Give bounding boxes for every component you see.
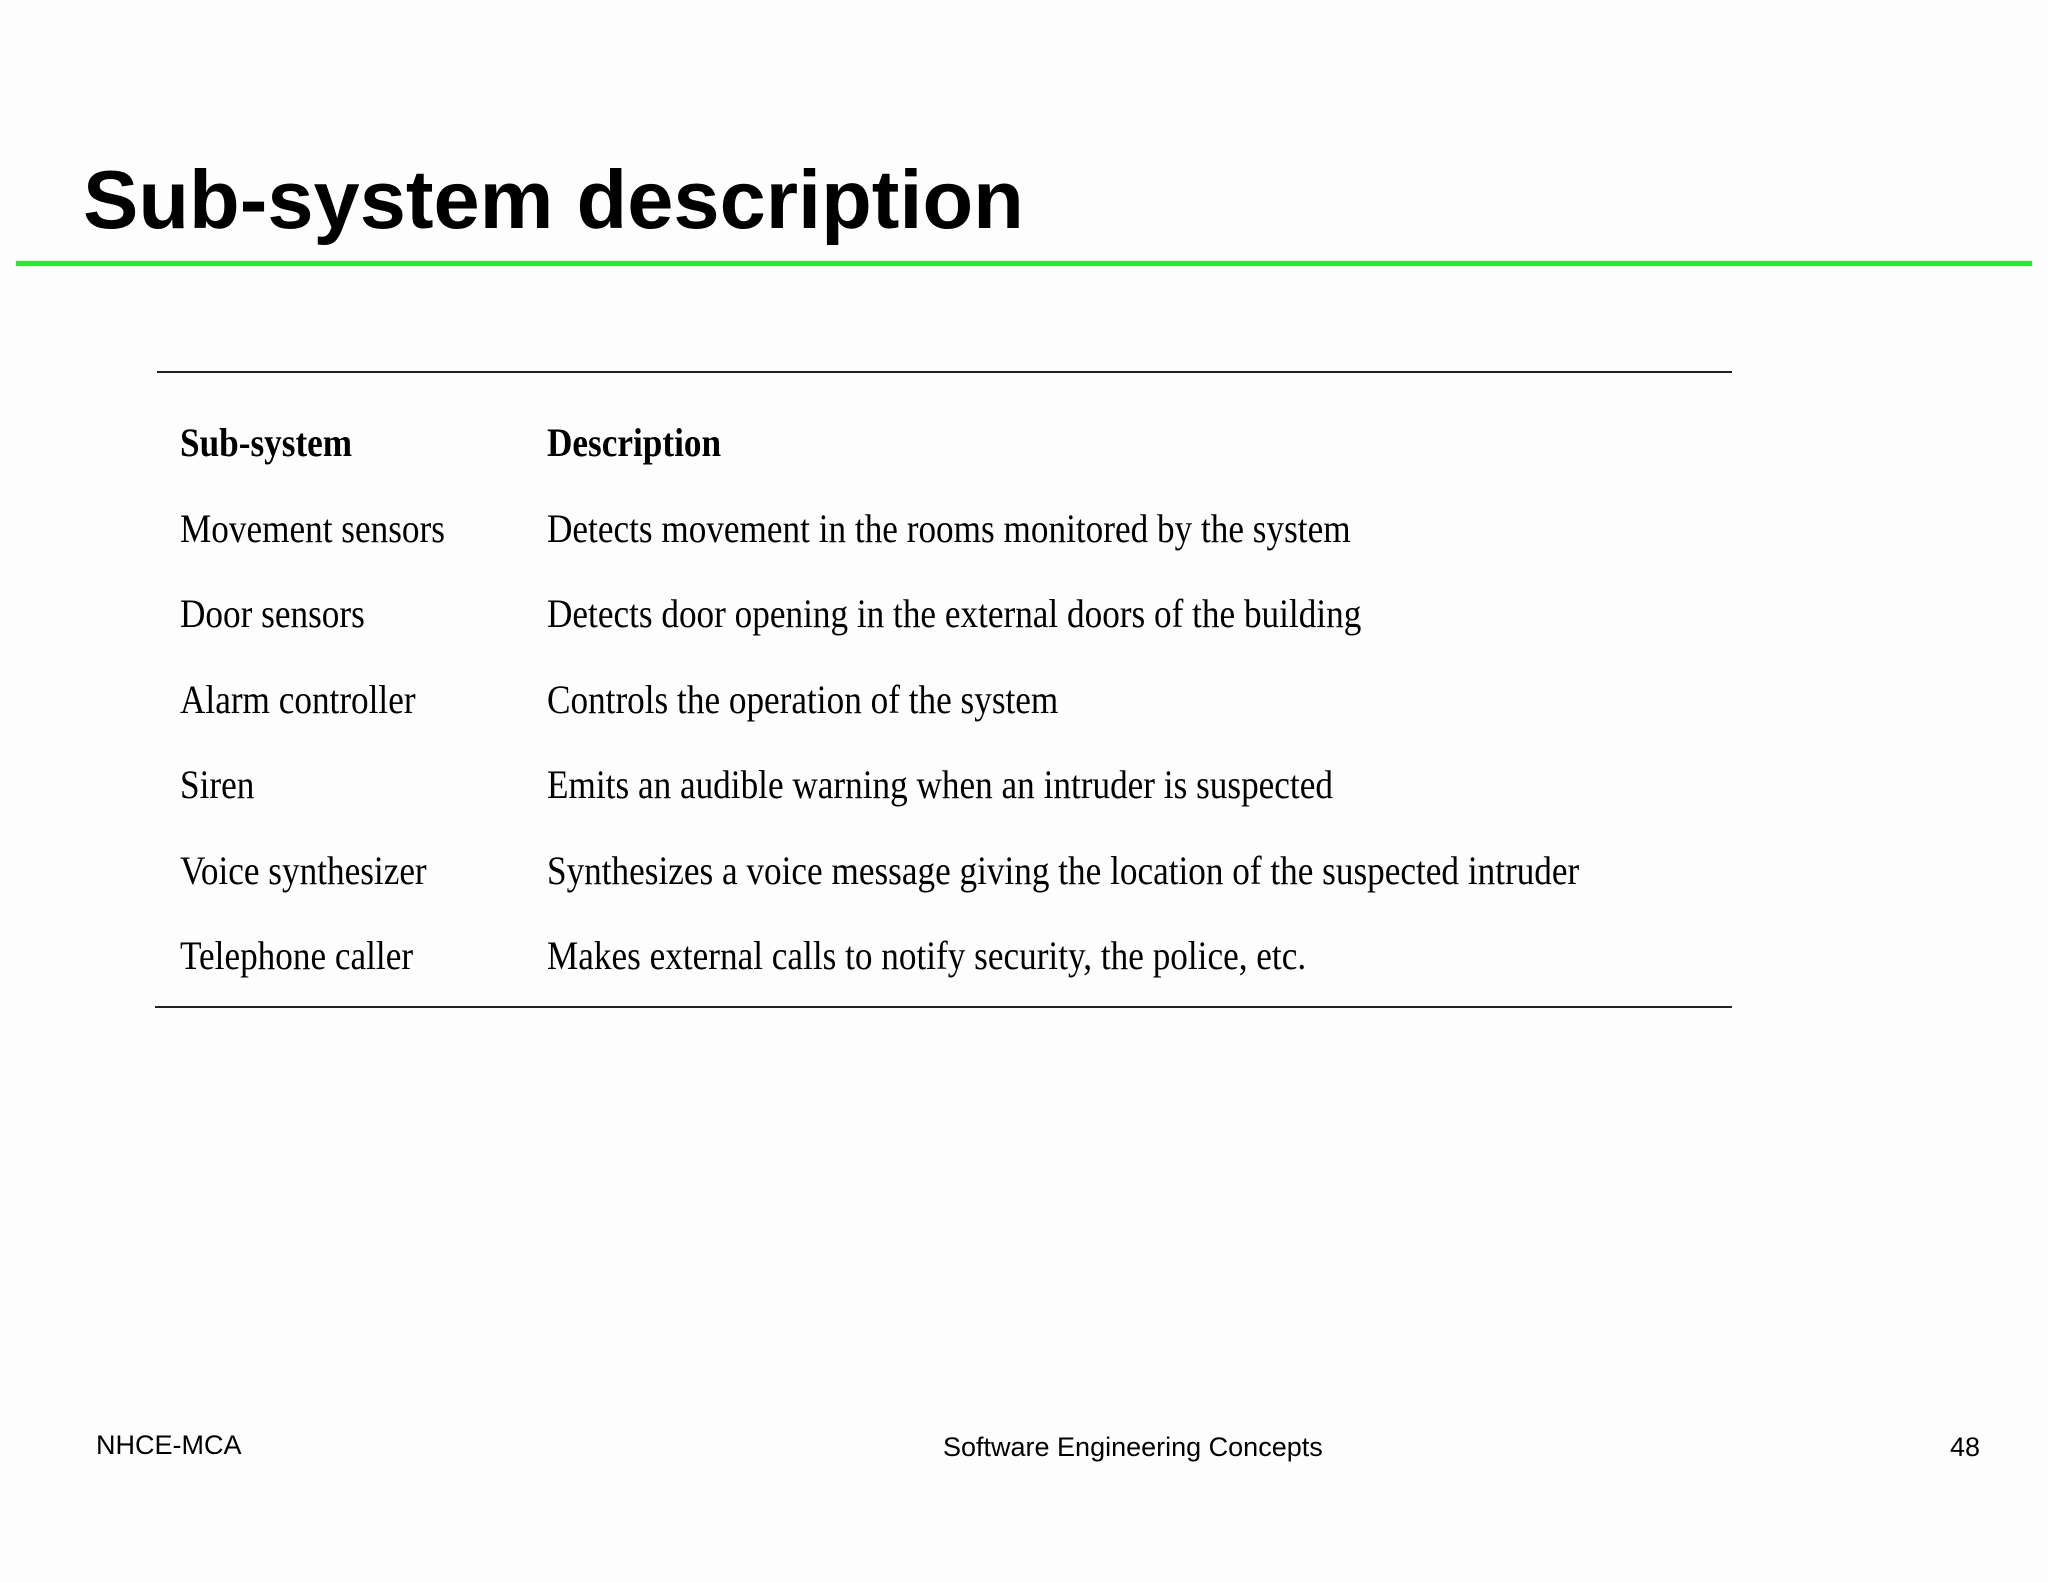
header-subsystem: Sub-system <box>180 420 353 466</box>
header-description: Description <box>546 420 722 466</box>
subsystem-table <box>180 400 1720 999</box>
table-row <box>180 657 1720 743</box>
subsystem-description: Emits an audible warning when an intruder is suspected <box>546 762 1333 808</box>
footer-page-number: 48 <box>1949 1432 1980 1462</box>
subsystem-description: Controls the operation of the system <box>546 676 1059 722</box>
subsystem-name: Siren <box>180 762 255 808</box>
subsystem-name: Door sensors <box>180 591 365 637</box>
table-header-row <box>180 400 1720 486</box>
subsystem-name: Voice synthesizer <box>180 847 427 893</box>
table-top-rule <box>157 371 1732 373</box>
subsystem-description: Synthesizes a voice message giving the location of the suspected intruder <box>546 847 1580 893</box>
subsystem-description: Makes external calls to notify security, the police, etc. <box>546 933 1307 979</box>
table-row <box>180 571 1720 657</box>
table-row <box>180 486 1720 572</box>
table-bottom-rule <box>155 1006 1732 1008</box>
footer-course-title: Software Engineering Concepts <box>943 1432 1323 1462</box>
table-row <box>180 742 1720 828</box>
table-row <box>180 828 1720 914</box>
table-row <box>180 913 1720 999</box>
subsystem-description: Detects movement in the rooms monitored by the system <box>546 505 1351 551</box>
footer-institution: NHCE-MCA <box>96 1430 242 1460</box>
subsystem-name: Alarm controller <box>180 676 416 722</box>
subsystem-description: Detects door opening in the external doors of the building <box>546 591 1362 637</box>
subsystem-name: Telephone caller <box>180 933 414 979</box>
subsystem-name: Movement sensors <box>180 505 445 551</box>
slide-title: Sub-system description <box>83 153 1024 246</box>
title-underline <box>16 261 2032 266</box>
